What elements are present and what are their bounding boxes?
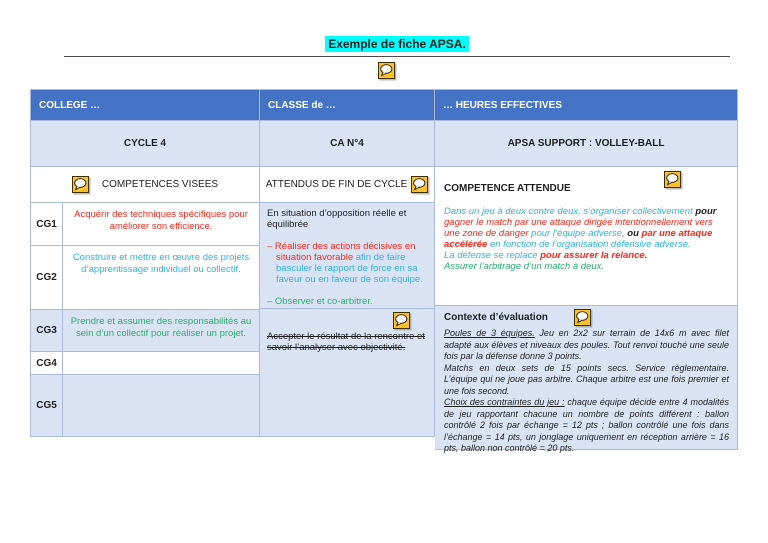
competences-header-cell [31,167,260,203]
cg3-text: Prendre et assumer des responsabilités au sein d’un collectif pour réaliser un projet. [63,310,260,352]
comment-icon[interactable] [72,176,89,193]
attendus-accepter-cell [260,309,435,437]
attendus-header-label: ATTENDUS DE FIN DE CYCLE [265,179,408,190]
cg3-label: CG3 [31,310,63,352]
cg5-text [63,375,260,437]
attendus-body-cell: En situation d’opposition réelle et équilibrée – Réaliser des actions décisives en situation favorable afin de faire basculer le rapport de force en sa faveur ou en faveur de son équipe. – Observer et co-arbitrer. [260,203,435,309]
subheader-cell-ca: CA N°4 [260,121,435,167]
column-competences [30,167,260,437]
subheader-cell-cycle: CYCLE 4 [30,121,260,167]
table-row-cg2 [31,246,260,310]
page-title-highlight: Exemple de fiche APSA. [325,36,469,52]
table-row-cg4 [31,352,260,375]
accepter-text: Accepter le résultat de la rencontre et savoir l’analyser avec objectivité. [267,331,425,353]
table-body [30,167,738,453]
attendus-header-cell [260,167,435,203]
cg4-label: CG4 [31,352,63,375]
accepter-icon-row [267,310,428,331]
table-row-cg5 [31,375,260,437]
cg4-text [63,352,260,375]
competence-attendue-cell [435,167,738,306]
competence-attendue-text: Dans un jeu à deux contre deux, s’organiser collectivement pour gagner le match par une attaque dirigée intentionnellement vers une zone de danger pour l’équipe adverse, ou par une attaque accélérée en fonction de l’organisation défensive adverse. La défense se replace pour assurer la relance. Assurer l’arbitrage d’un match à deux. [444,206,717,272]
fiche-table [30,89,738,453]
title-divider [64,56,730,57]
contexte-text: Poules de 3 équipes. Jeu en 2x2 sur terrain de 14x6 m avec filet adapté aux élèves et niveaux des poules. Tout renvoi touché une seule fois par la défense donne 3 points. Matchs en deux sets de 15 points secs. Service règlementaire. L’équipe qui ne joue pas arbitre. Chaque arbitre est une fois premier et une fois second. Choix des contraintes du jeu : chaque équipe décide entre 4 modalités de jeu rapportant chacune un nombre de points différent : ballon contrôlé 2 fois par échange = 12 pts ; ballon contrôlé une fois dans l’échange = 14 pts, un jonglage uniquement en réception arrière = 16 pts, ballon non contrôlé = 20 pts. [444,328,729,453]
header-cell-heures: … HEURES EFFECTIVES [435,89,738,121]
cg5-label: CG5 [31,375,63,437]
comment-icon[interactable] [411,176,428,193]
contexte-evaluation-cell [435,306,738,453]
column-competence-attendue [435,167,738,453]
cg1-text: Acquérir des techniques spécifiques pour améliorer son efficience. [63,203,260,246]
contexte-header: Contexte d’évaluation [444,311,548,323]
subheader-cell-apsa: APSA SUPPORT : VOLLEY-BALL [435,121,738,167]
table-row-cg1 [31,203,260,246]
competences-header-label: COMPETENCES VISEES [101,179,219,190]
cg2-label: CG2 [31,246,63,310]
table-row-cg3 [31,310,260,352]
cg2-text: Construire et mettre en œuvre des projets d’apprentissage individuel ou collectif. [63,246,260,310]
header-cell-college: COLLEGE … [30,89,260,121]
page-title [64,37,730,51]
comment-icon[interactable] [393,312,410,329]
column-attendus [260,167,435,437]
table-subheader-row [30,121,738,167]
comment-icon[interactable] [574,309,591,326]
table-header-row [30,89,738,121]
comment-icon[interactable] [378,62,395,79]
contexte-header-row [444,309,729,326]
cg1-label: CG1 [31,203,63,246]
comment-icon[interactable] [664,171,681,188]
header-cell-classe: CLASSE de … [260,89,435,121]
competence-attendue-header: COMPETENCE ATTENDUE [444,183,571,194]
